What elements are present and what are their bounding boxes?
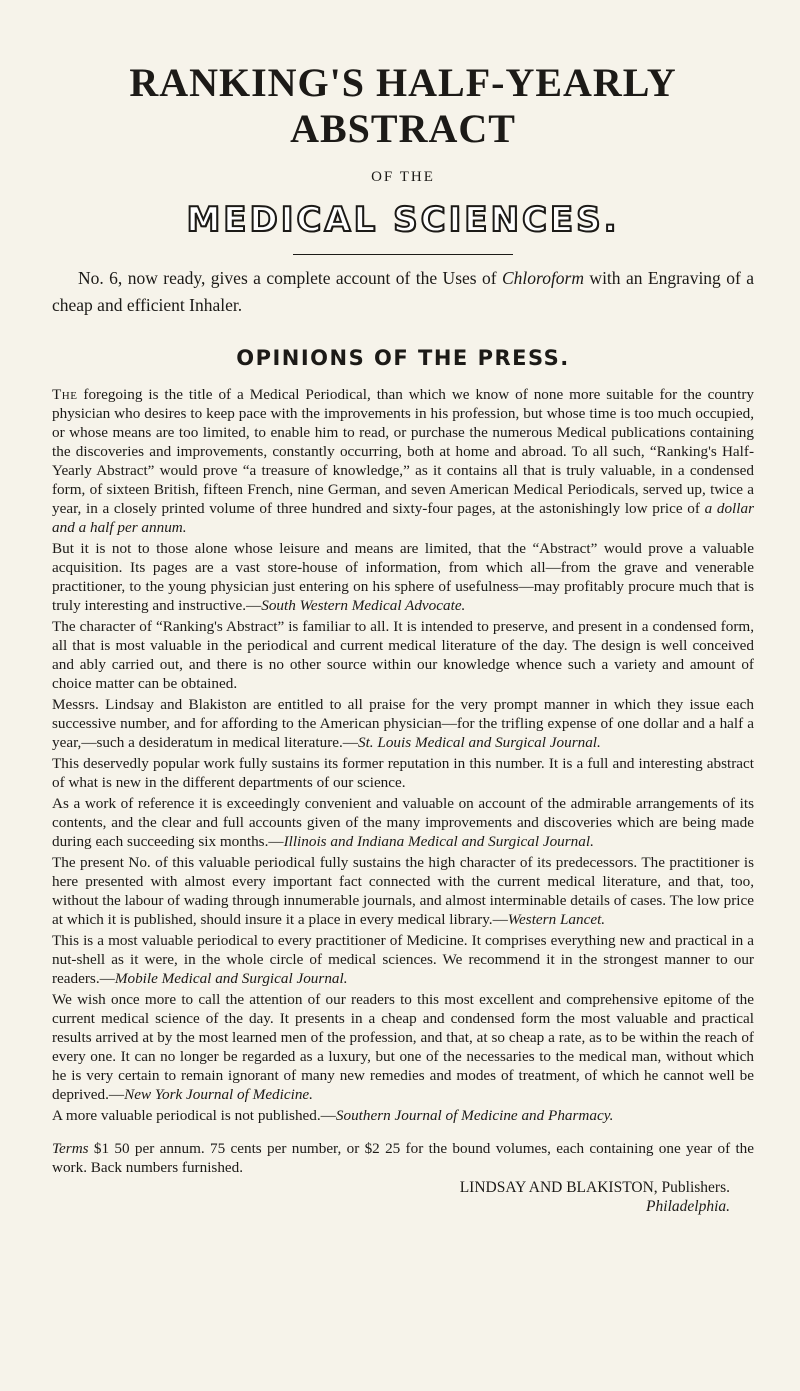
terms-label: Terms xyxy=(52,1140,89,1157)
review-text: But it is not to those alone whose leisure and means are limited, that the “Abstract” would prove a valuable acquisition. Its pages are a vast store-house of information, from which all—from the grave and venerable practitioner, to the young physician just entering on his sphere of usefulness—may profitably procure much that is truly interesting and instructive.— xyxy=(52,540,754,614)
publisher-name: LINDSAY AND BLAKISTON, Publishers. xyxy=(459,1179,730,1196)
intro-paragraph xyxy=(52,265,754,319)
divider xyxy=(293,254,513,255)
terms-paragraph xyxy=(52,1139,754,1177)
subject-heading: MEDICAL SCIENCES. xyxy=(186,200,620,240)
review-source: St. Louis Medical and Surgical Journal. xyxy=(357,734,601,751)
review-1 xyxy=(52,385,754,537)
review-lead: The xyxy=(52,386,78,403)
review-source: South Western Medical Advocate. xyxy=(261,597,466,614)
title-connector: OF THE xyxy=(371,169,435,185)
review-2 xyxy=(52,539,754,615)
review-text: We wish once more to call the attention of our readers to this most excellent and comprehensive epitome of the current medical science of the day. It presents in a cheap and condensed form the most valuable and practical results arrived at by the most learned men of the profession, and that, at so cheap a rate, as to be within the reach of every one. It can no longer be regarded as a luxury, but one of the necessaries to the medical man, without which he is very certain to remain ignorant of many new remedies and modes of treatment, of which he cannot well be deprived.— xyxy=(52,991,754,1103)
publisher-city: Philadelphia. xyxy=(646,1198,730,1215)
intro-suffix: with an Engraving of a cheap and efficient Inhaler. xyxy=(52,268,754,315)
intro-emphasis: Chloroform xyxy=(502,268,585,288)
review-source: Western Lancet. xyxy=(507,911,606,928)
review-source: Mobile Medical and Surgical Journal. xyxy=(114,970,348,987)
review-text: foregoing is the title of a Medical Periodical, than which we know of none more suitable for the country physician who desires to keep pace with the improvements in his profession, but whose time is too much occupied, or whose means are too limited, to enable him to read, or purchase the numerous Medical publications containing the discoveries and improvements, constantly occurring, both at home and abroad. To all such, “Ranking's Half-Yearly Abstract” would prove “a treasure of knowledge,” as it contains all that is truly valuable, in a condensed form, of sixteen British, fifteen French, nine German, and seven American Medical Periodicals, served up, twice a year, in a closely printed volume of three hundred and sixty-four pages, at the astonishingly low price of xyxy=(52,386,754,517)
review-5 xyxy=(52,754,754,792)
terms-text: $1 50 per annum. 75 cents per number, or $2 25 for the bound volumes, each containing one year of the work. Back numbers furnished. xyxy=(52,1140,754,1176)
review-text: This deservedly popular work fully sustains its former reputation in this number. It is a full and interesting abstract of what is new in the different departments of our science. xyxy=(52,755,754,791)
review-source: New York Journal of Medicine. xyxy=(124,1086,313,1103)
review-7 xyxy=(52,853,754,929)
review-text: The present No. of this valuable periodical fully sustains the high character of its predecessors. The practitioner is here presented with almost every important fact connected with the current medical literature, and that, too, without the labour of wading through innumerable journals, and almost interminable details of cases. The low price at which it is published, should insure it a place in every medical library.— xyxy=(52,854,754,928)
review-8 xyxy=(52,931,754,988)
intro-prefix: No. 6, now ready, gives a complete account of the Uses of xyxy=(78,268,502,288)
review-text: This is a most valuable periodical to every practitioner of Medicine. It comprises everything new and practical in a nut-shell as it were, in the whole circle of medical sciences. We recommend it in the strongest manner to our readers.— xyxy=(52,932,754,987)
review-text: Messrs. Lindsay and Blakiston are entitled to all praise for the very prompt manner in which they issue each successive number, and for affording to the American physician—for the trifling expense of one dollar and a half a year,—such a desideratum in medical literature.— xyxy=(52,696,754,751)
review-emphasis: a dollar and a half per annum. xyxy=(52,500,754,536)
reviews-list xyxy=(52,385,754,1125)
review-6 xyxy=(52,794,754,851)
page-title: RANKING'S HALF-YEARLY ABSTRACT xyxy=(129,60,677,151)
review-text: As a work of reference it is exceedingly convenient and valuable on account of the admirable arrangements of its contents, and the clear and full accounts given of the many improvements and discoveries which are being made during each succeeding six months.— xyxy=(52,795,754,850)
review-3 xyxy=(52,617,754,693)
review-10 xyxy=(52,1106,754,1125)
review-source: Southern Journal of Medicine and Pharmacy. xyxy=(335,1107,614,1124)
review-source: Illinois and Indiana Medical and Surgical Journal. xyxy=(283,833,594,850)
review-text: A more valuable periodical is not published.— xyxy=(52,1107,336,1124)
review-4 xyxy=(52,695,754,752)
review-9 xyxy=(52,990,754,1104)
press-heading: OPINIONS OF THE PRESS. xyxy=(236,346,570,370)
review-text: The character of “Ranking's Abstract” is familiar to all. It is intended to preserve, and present in a condensed form, all that is most valuable in the periodical and current medical literature of the day. The design is well conceived and ably carried out, and there is no other source within our knowledge whence such a variety and amount of choice matter can be obtained. xyxy=(52,618,754,692)
